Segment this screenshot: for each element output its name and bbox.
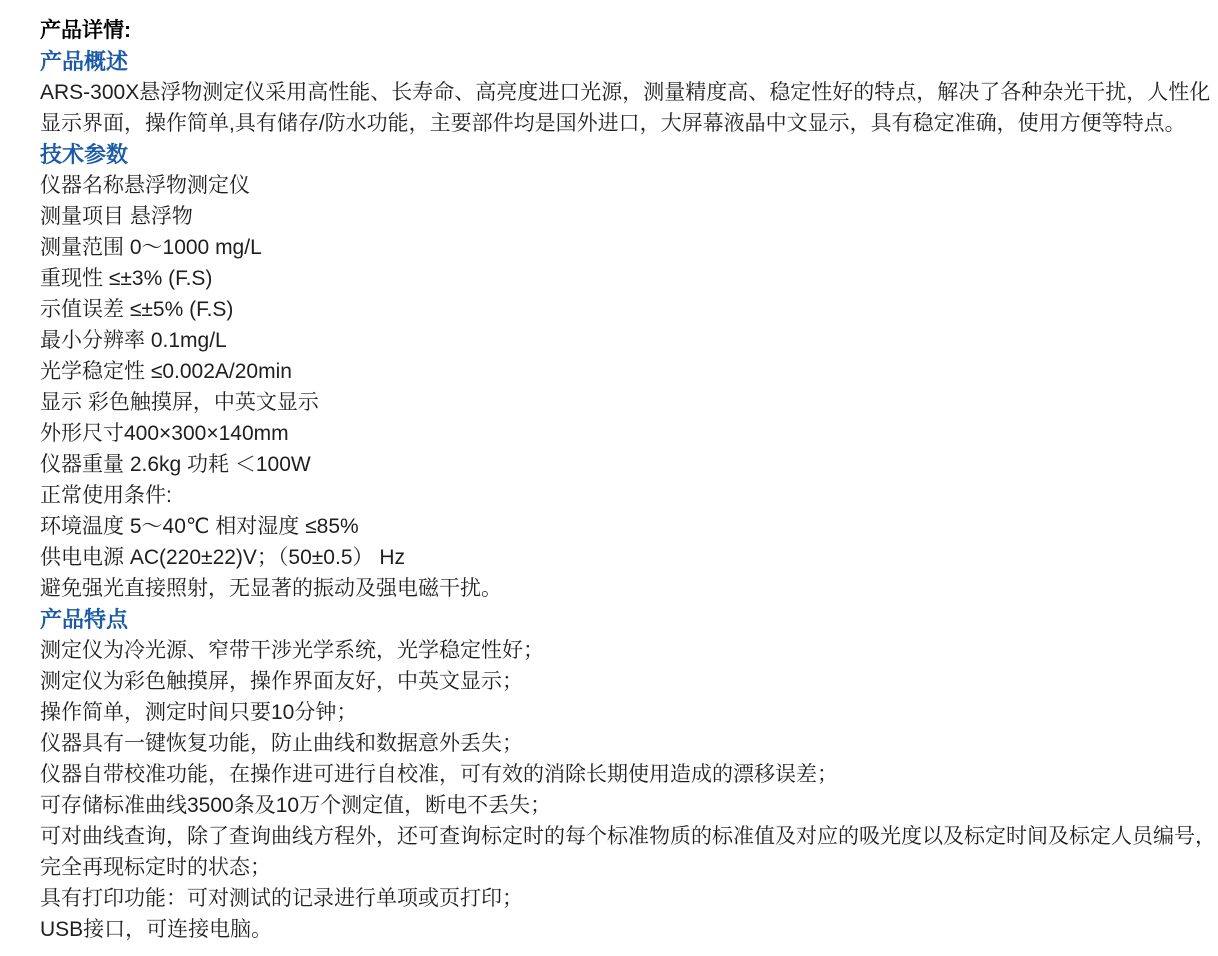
spec-line-display: 显示 彩色触摸屏，中英文显示	[40, 391, 319, 414]
feature-line: 测定仪为彩色触摸屏，操作界面友好，中英文显示；	[40, 670, 523, 693]
spec-line-repeatability: 重现性 ≤±3% (F.S)	[40, 267, 213, 290]
feature-line: 操作简单，测定时间只要10分钟；	[40, 701, 358, 724]
spec-line-min-resolution: 最小分辨率 0.1mg/L	[40, 329, 227, 352]
spec-line-dimensions: 外形尺寸400×300×140mm	[40, 422, 289, 445]
page-title-text: 产品详情:	[40, 19, 131, 42]
spec-line-instrument-name: 仪器名称悬浮物测定仪	[40, 174, 250, 197]
page-title	[40, 15, 1182, 46]
spec-line-measure-range: 测量范围 0～1000 mg/L	[40, 236, 262, 259]
spec-line-power-supply: 供电电源 AC(220±22)V；（50±0.5） Hz	[40, 546, 405, 569]
feature-line: 仪器自带校准功能，在操作进可进行自校准，可有效的消除长期使用造成的漂移误差；	[40, 763, 838, 786]
overview-paragraph-line: 显示界面，操作简单,具有储存/防水功能，主要部件均是国外进口，大屏幕液晶中文显示，具有稳定准确，使用方便等特点。	[40, 112, 1186, 135]
section-specs	[40, 139, 1182, 604]
section-overview	[40, 46, 1211, 139]
spec-line-measure-item: 测量项目 悬浮物	[40, 205, 193, 228]
feature-line: 可对曲线查询，除了查询曲线方程外，还可查询标定时的每个标准物质的标准值及对应的吸光度以及标定时间及标定人员编号，	[40, 825, 1216, 848]
spec-line-indication-error: 示值误差 ≤±5% (F.S)	[40, 298, 234, 321]
spec-line-normal-conditions: 正常使用条件:	[40, 484, 172, 507]
feature-line: USB接口，可连接电脑。	[40, 918, 273, 941]
feature-line: 完全再现标定时的状态；	[40, 856, 271, 879]
spec-line-optical-stability: 光学稳定性 ≤0.002A/20min	[40, 360, 292, 383]
feature-line: 仪器具有一键恢复功能，防止曲线和数据意外丢失；	[40, 732, 523, 755]
section-features	[40, 604, 1216, 945]
overview-paragraph-line: ARS-300X悬浮物测定仪采用高性能、长寿命、高亮度进口光源，测量精度高、稳定性好的特点，解决了各种杂光干扰，人性化	[40, 81, 1211, 104]
features-heading: 产品特点	[40, 607, 129, 632]
specs-heading: 技术参数	[40, 142, 129, 167]
spec-line-temp-humidity: 环境温度 5～40℃ 相对湿度 ≤85%	[40, 515, 359, 538]
feature-line: 具有打印功能：可对测试的记录进行单项或页打印；	[40, 887, 523, 910]
feature-line: 可存储标准曲线3500条及10万个测定值，断电不丢失；	[40, 794, 552, 817]
feature-line: 测定仪为冷光源、窄带干涉光学系统，光学稳定性好；	[40, 639, 544, 662]
spec-line-environment-note: 避免强光直接照射，无显著的振动及强电磁干扰。	[40, 577, 502, 600]
spec-line-weight-power: 仪器重量 2.6kg 功耗 ＜100W	[40, 453, 311, 476]
overview-heading: 产品概述	[40, 49, 129, 74]
